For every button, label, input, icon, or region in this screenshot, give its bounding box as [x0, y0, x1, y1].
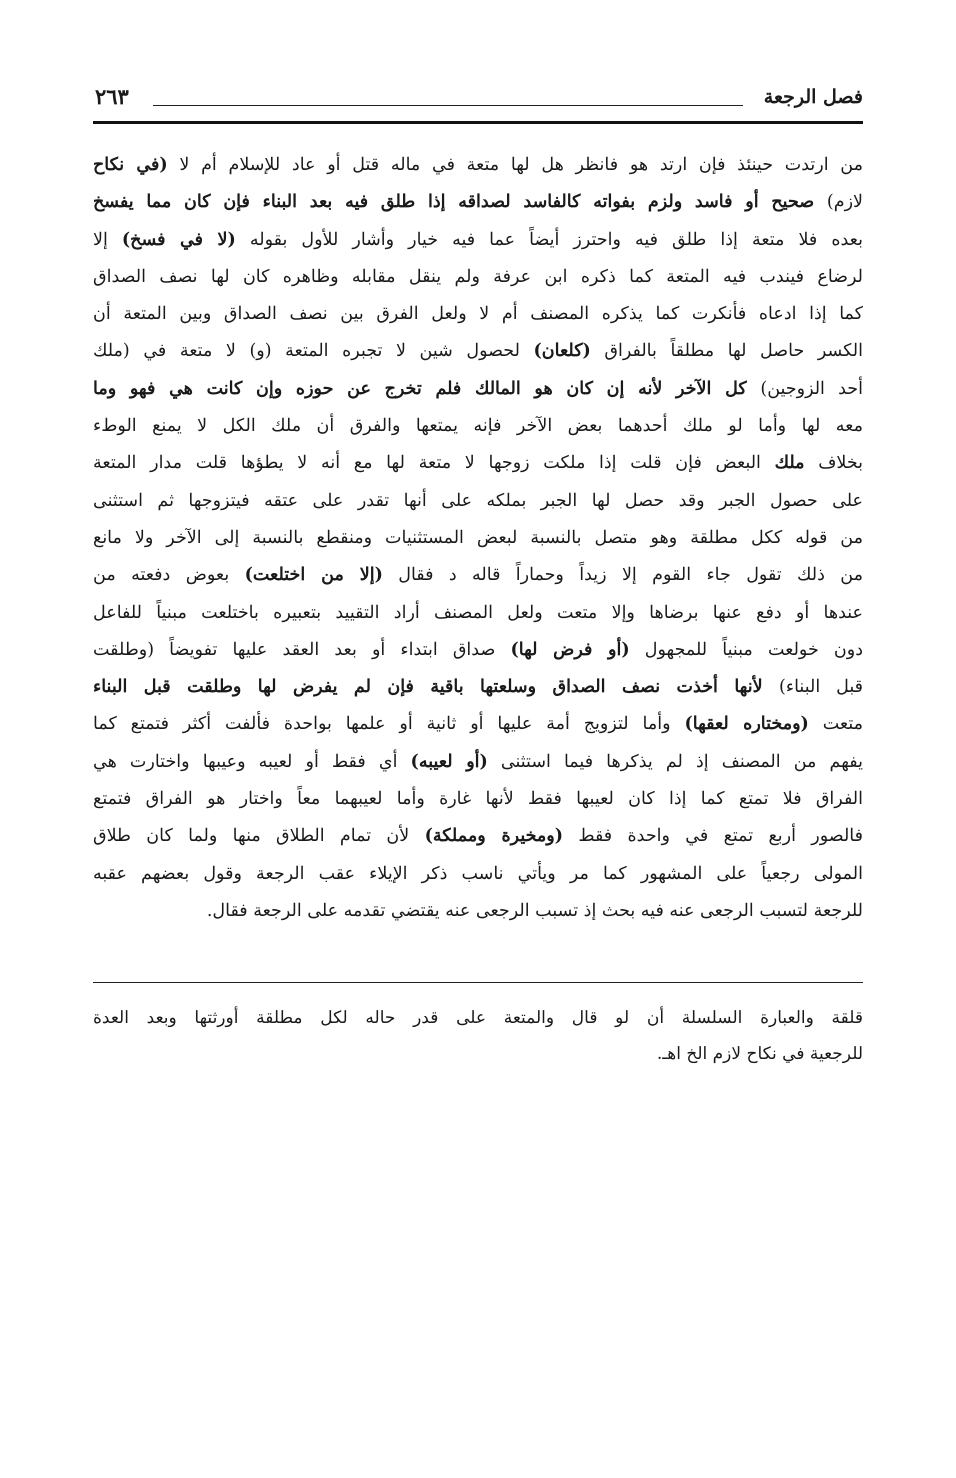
text-line — [93, 595, 863, 632]
commentary-text: يفهم من المصنف إذ لم يذكرها فيما استثنى — [487, 751, 863, 772]
commentary-text: قبل البناء) — [779, 677, 863, 698]
text-line — [93, 669, 863, 706]
commentary-text: بخلاف — [804, 453, 864, 474]
commentary-text: دون خولعت مبنياً للمجهول — [629, 639, 863, 660]
commentary-text: البعض فإن قلت إذا ملكت زوجها لا متعة لها مع أنه لا يطؤها قلت مدار المتعة — [93, 453, 775, 474]
footnote-line: للرجعية في نكاح لازم الخ اهـ. — [656, 1044, 863, 1064]
page-number: ٢٦٣ — [95, 84, 129, 109]
footnote — [93, 1000, 863, 1072]
commentary-text: أي فقط أو لعيبه وعيبها واختارت هي — [93, 751, 411, 772]
commentary-text: من ارتدت حينئذ فإن ارتد هو فانظر هل لها متعة في ماله قتل أو عاد للإسلام أم لا — [167, 155, 863, 175]
footnote-rule — [93, 982, 863, 983]
commentary-text: أحد الزوجين) — [760, 378, 863, 399]
text-line — [93, 856, 863, 893]
bold-matn-text: (ومخيرة ومملكة) — [424, 826, 564, 847]
text-line — [93, 744, 863, 781]
text-line — [93, 296, 863, 333]
chapter-title: فصل الرجعة — [763, 86, 863, 108]
commentary-text: معه لها وأما لو ملك أحدهما بعض الآخر فإنه يمتعها والفرق أن ملك الكل لا يمنع الوطء — [93, 416, 863, 437]
commentary-text: للرجعة لتسبب الرجعى عنه فيه بحث إذ تسبب الرجعى عنه يقتضي تقدمه على الرجعة فقال. — [206, 900, 863, 921]
text-line — [93, 184, 863, 221]
bold-matn-text: (كلعان) — [533, 341, 591, 362]
text-line — [93, 333, 863, 370]
text-line — [93, 520, 863, 557]
main-text — [93, 147, 863, 930]
commentary-text: على حصول الجبر وقد حصل لها الجبر بملكه على أنها تقدر على عتقه فيتزوجها ثم استثنى — [93, 490, 863, 511]
commentary-text: فالصور أربع تمتع في واحدة فقط — [563, 826, 864, 847]
commentary-text: بعده فلا متعة إذا طلق فيه واحترز أيضاً عما فيه خيار وأشار للأول بقوله — [235, 229, 863, 250]
header-rule — [93, 121, 863, 124]
footnote-line: قلقة والعبارة السلسلة أن لو قال والمتعة على قدر حاله لكل مطلقة أورثتها وبعد العدة — [93, 1008, 863, 1028]
header-leader-line — [153, 105, 743, 106]
bold-matn-text: لأنها أخذت نصف الصداق وسلعتها باقية فإن لم يفرض لها وطلقت قبل البناء — [93, 677, 780, 698]
text-line — [93, 818, 863, 855]
commentary-text: لأن تمام الطلاق منها ولما كان طلاق — [93, 826, 425, 847]
commentary-text: عندها أو دفع عنها برضاها وإلا متعت ولعل المصنف أراد التقييد بتعبيره باختلعت مبنياً للفاعل — [93, 602, 863, 623]
bold-matn-text: (في نكاح — [93, 155, 168, 175]
commentary-text: الفراق فلا تمتع كما إذا كان لعيبها فقط لأنها غارة وأما لعيبهما معاً واختار هو الفراق فتمتع — [93, 789, 863, 810]
commentary-text: كما إذا ادعاه فأنكرت كما يذكره المصنف أم لا ولعل الفرق بين نصف الصداق وبين المتعة أن — [93, 304, 863, 325]
running-head — [93, 84, 863, 118]
text-line — [93, 483, 863, 520]
bold-matn-text: صحيح أو فاسد ولزم بفواته كالفاسد لصداقه إذا طلق فيه بعد البناء فإن كان مما يفسخ — [93, 192, 827, 213]
commentary-text: لحصول شين لا تجبره المتعة (و) لا متعة في (ملك — [93, 341, 534, 362]
commentary-text: إلا — [93, 229, 122, 250]
bold-matn-text: (لا في فسخ) — [121, 229, 236, 250]
text-line — [93, 557, 863, 594]
text-line — [93, 632, 863, 669]
bold-matn-text: (أو فرض لها) — [510, 639, 630, 660]
bold-matn-text: كل الآخر لأنه إن كان هو المالك فلم تخرج عن حوزه وإن كانت هي فهو وما — [93, 378, 761, 399]
commentary-text: متعت — [808, 714, 864, 735]
commentary-text: لازم) — [826, 192, 863, 213]
text-line — [93, 222, 863, 259]
commentary-text: الكسر حاصل لها مطلقاً بالفراق — [590, 341, 863, 362]
commentary-text: من قوله ككل مطلقة وهو متصل بالنسبة لبعض المستثنيات ومنقطع بالنسبة إلى الآخر ولا مانع — [93, 527, 863, 548]
text-line — [93, 259, 863, 296]
bold-matn-text: (أو لعيبه) — [410, 751, 488, 772]
text-line — [93, 706, 863, 743]
text-line — [93, 781, 863, 818]
commentary-text: صداق ابتداء أو بعد العقد عليها تفويضاً (وطلقت — [93, 639, 511, 660]
commentary-text: وأما لتزويج أمة عليها أو ثانية أو علمها بواحدة فألفت أكثر فتمتع كما — [93, 714, 685, 735]
text-line — [93, 147, 863, 184]
commentary-text: بعوض دفعته من — [93, 565, 245, 586]
commentary-text: من ذلك تقول جاء القوم إلا زيداً وحماراً قاله د فقال — [382, 565, 863, 586]
text-line — [93, 893, 863, 930]
bold-matn-text: ملك — [774, 453, 805, 474]
text-line — [93, 371, 863, 408]
commentary-text: لرضاع فيندب فيه المتعة كما ذكره ابن عرفة ولم ينقل مقابله وظاهره كان لها نصف الصداق — [93, 266, 863, 287]
bold-matn-text: (ومختاره لعقها) — [684, 714, 809, 735]
text-line — [93, 445, 863, 482]
text-line — [93, 408, 863, 445]
bold-matn-text: (إلا من اختلعت) — [244, 565, 383, 586]
commentary-text: المولى رجعياً على المشهور كما مر ويأتي ناسب ذكر الإيلاء عقب الرجعة وقول بعضهم عقبه — [93, 863, 863, 884]
